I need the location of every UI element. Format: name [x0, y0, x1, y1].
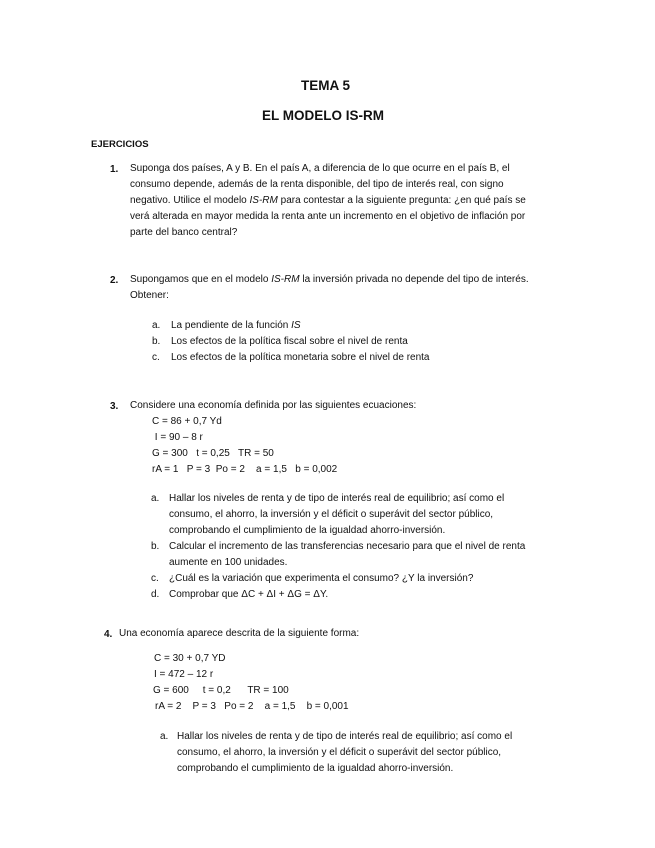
exercise-text-line: verá alterada en mayor medida la renta ante un incremento en el objetivo de inflación por	[130, 211, 526, 222]
text-part: La pendiente de la función	[171, 320, 292, 331]
list-marker: b.	[152, 336, 161, 347]
exercise-text-line: Considere una economía definida por las siguientes ecuaciones:	[130, 400, 417, 411]
text-part: negativo. Utilice el modelo	[130, 195, 250, 206]
equation-line: C = 30 + 0,7 YD	[154, 653, 226, 664]
equation-line: G = 300 t = 0,25 TR = 50	[152, 448, 274, 459]
list-item: Los efectos de la política monetaria sobre el nivel de renta	[171, 352, 430, 363]
page-title: TEMA 5	[301, 78, 351, 93]
list-item-line: consumo, el ahorro, la inversión y el déficit o superávit del sector público,	[177, 747, 502, 758]
equation-line: I = 472 – 12 r	[154, 669, 214, 680]
list-item-line: aumente en 100 unidades.	[169, 557, 288, 568]
exercise-number: 3.	[110, 401, 119, 412]
exercise-text-line: Obtener:	[130, 290, 169, 301]
exercise-text-line: Suponga dos países, A y B. En el país A, a diferencia de lo que ocurre en el país B, el	[130, 163, 510, 174]
equation-line: rA = 1 P = 3 Po = 2 a = 1,5 b = 0,002	[152, 464, 338, 475]
equation-line: I = 90 – 8 r	[152, 432, 203, 443]
list-marker: a.	[152, 320, 161, 331]
text-part: Supongamos que en el modelo	[130, 274, 272, 285]
text-italic: IS-RM	[249, 195, 278, 206]
list-marker: a.	[160, 731, 169, 742]
list-item-line: Calcular el incremento de las transferencias necesario para que el nivel de renta	[169, 541, 526, 552]
equation-line: C = 86 + 0,7 Yd	[152, 416, 222, 427]
list-item-line: Hallar los niveles de renta y de tipo de interés real de equilibrio; así como el	[169, 493, 505, 504]
list-item-line: Hallar los niveles de renta y de tipo de interés real de equilibrio; así como el	[177, 731, 513, 742]
exercise-number: 1.	[110, 164, 119, 175]
list-item-line: consumo, el ahorro, la inversión y el déficit o superávit del sector público,	[169, 509, 494, 520]
list-item-line: ¿Cuál es la variación que experimenta el consumo? ¿Y la inversión?	[169, 573, 474, 584]
section-heading: EJERCICIOS	[91, 139, 149, 150]
list-marker: d.	[151, 589, 160, 600]
list-item	[171, 318, 301, 334]
list-marker: a.	[151, 493, 160, 504]
exercise-number: 2.	[110, 275, 119, 286]
exercise-text-line	[130, 272, 529, 288]
list-marker: c.	[152, 352, 160, 363]
page-subtitle: EL MODELO IS-RM	[262, 108, 385, 123]
text-italic: IS-RM	[271, 274, 300, 285]
list-item-line: comprobando el cumplimiento de la igualdad ahorro-inversión.	[177, 763, 454, 774]
text-part: la inversión privada no depende del tipo de interés.	[299, 274, 529, 285]
exercise-text-line: Una economía aparece descrita de la siguiente forma:	[119, 628, 360, 639]
list-marker: b.	[151, 541, 160, 552]
list-item: Los efectos de la política fiscal sobre el nivel de renta	[171, 336, 408, 347]
equation-line: G = 600 t = 0,2 TR = 100	[153, 685, 289, 696]
exercise-number: 4.	[104, 629, 113, 640]
exercise-text-line: consumo depende, además de la renta disponible, del tipo de interés real, con signo	[130, 179, 504, 190]
text-italic: IS	[291, 320, 301, 331]
exercise-text-line: parte del banco central?	[130, 227, 238, 238]
list-item-line: Comprobar que ΔC + ΔI + ΔG = ΔY.	[169, 589, 329, 600]
equation-line: rA = 2 P = 3 Po = 2 a = 1,5 b = 0,001	[155, 701, 349, 712]
list-item-line: comprobando el cumplimiento de la igualdad ahorro-inversión.	[169, 525, 446, 536]
text-part: para contestar a la siguiente pregunta: ¿en qué país se	[277, 195, 526, 206]
list-marker: c.	[151, 573, 159, 584]
exercise-text-line	[130, 193, 526, 209]
